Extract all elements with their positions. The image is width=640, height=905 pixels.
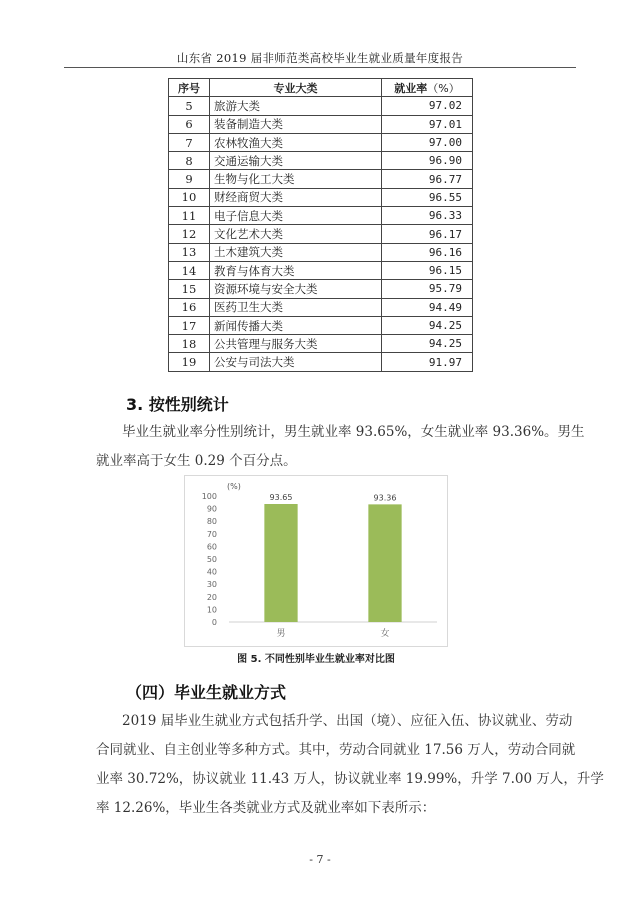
row-index: 9 xyxy=(169,170,210,188)
row-rate: 94.25 xyxy=(382,335,473,353)
paragraph-line: 2019 届毕业生就业方式包括升学、出国（境）、应征入伍、协议就业、劳动 xyxy=(122,713,573,729)
gender-chart-svg xyxy=(185,476,447,646)
table-row xyxy=(169,188,473,206)
table-row xyxy=(169,133,473,151)
row-major: 财经商贸大类 xyxy=(210,188,382,206)
row-major: 农林牧渔大类 xyxy=(210,133,382,151)
table-row xyxy=(169,115,473,133)
table-row xyxy=(169,298,473,316)
bar xyxy=(264,504,297,622)
y-tick-label: 80 xyxy=(206,517,217,527)
table-row xyxy=(169,207,473,225)
row-rate: 96.55 xyxy=(382,188,473,206)
row-index: 12 xyxy=(169,225,210,243)
major-employment-table xyxy=(168,78,473,372)
column-header-rate xyxy=(382,79,473,97)
y-tick-label: 30 xyxy=(206,580,217,590)
row-index: 10 xyxy=(169,188,210,206)
y-axis-unit-label: (%) xyxy=(227,482,241,491)
row-major: 新闻传播大类 xyxy=(210,316,382,334)
row-rate: 96.17 xyxy=(382,225,473,243)
row-rate: 97.00 xyxy=(382,133,473,151)
paragraph-line: 合同就业、自主创业等多种方式。其中，劳动合同就业 17.56 万人，劳动合同就 xyxy=(96,742,576,758)
rate-header-unit: （%） xyxy=(427,81,460,95)
row-major: 资源环境与安全大类 xyxy=(210,280,382,298)
row-major: 土木建筑大类 xyxy=(210,243,382,261)
data-label: 93.65 xyxy=(269,493,293,503)
row-index: 14 xyxy=(169,261,210,279)
row-rate: 91.97 xyxy=(382,353,473,371)
y-tick-label: 20 xyxy=(206,592,217,602)
chart-caption: 图 5. 不同性别毕业生就业率对比图 xyxy=(237,654,395,665)
table-row xyxy=(169,280,473,298)
row-index: 19 xyxy=(169,353,210,371)
row-rate: 94.25 xyxy=(382,316,473,334)
category-label: 女 xyxy=(380,629,390,639)
row-rate: 96.16 xyxy=(382,243,473,261)
paragraph-line: 业率 30.72%，协议就业 11.43 万人，协议就业率 19.99%，升学 7.00 万人，升学 xyxy=(96,771,604,787)
gender-paragraph xyxy=(96,418,585,476)
row-index: 16 xyxy=(169,298,210,316)
row-index: 11 xyxy=(169,207,210,225)
y-tick-label: 40 xyxy=(206,567,217,577)
row-index: 6 xyxy=(169,115,210,133)
row-index: 17 xyxy=(169,316,210,334)
row-rate: 95.79 xyxy=(382,280,473,298)
rate-header-label: 就业率 xyxy=(394,81,428,95)
section-heading-employment-method: （四）毕业生就业方式 xyxy=(126,683,287,702)
y-tick-label: 0 xyxy=(211,618,217,627)
table-row xyxy=(169,152,473,170)
section-heading-gender: 3. 按性别统计 xyxy=(126,395,229,414)
gender-rate-chart xyxy=(184,475,448,647)
row-rate: 97.02 xyxy=(382,97,473,115)
paragraph-line: 就业率高于女生 0.29 个百分点。 xyxy=(96,453,297,469)
y-tick-label: 50 xyxy=(206,555,217,564)
table-row xyxy=(169,261,473,279)
row-rate: 96.77 xyxy=(382,170,473,188)
row-rate: 96.15 xyxy=(382,261,473,279)
row-rate: 97.01 xyxy=(382,115,473,133)
row-major: 医药卫生大类 xyxy=(210,298,382,316)
row-major: 旅游大类 xyxy=(210,97,382,115)
employment-method-paragraph xyxy=(96,707,604,823)
table-row xyxy=(169,243,473,261)
row-major: 生物与化工大类 xyxy=(210,170,382,188)
row-major: 公共管理与服务大类 xyxy=(210,335,382,353)
row-index: 7 xyxy=(169,133,210,151)
row-major: 教育与体育大类 xyxy=(210,261,382,279)
row-index: 15 xyxy=(169,280,210,298)
table-row xyxy=(169,225,473,243)
y-tick-label: 10 xyxy=(206,605,217,615)
table-header-row xyxy=(169,79,473,97)
row-major: 电子信息大类 xyxy=(210,207,382,225)
row-index: 8 xyxy=(169,152,210,170)
category-label: 男 xyxy=(276,629,286,639)
row-index: 5 xyxy=(169,97,210,115)
row-rate: 96.33 xyxy=(382,207,473,225)
row-major: 交通运输大类 xyxy=(210,152,382,170)
paragraph-line: 毕业生就业率分性别统计，男生就业率 93.65%，女生就业率 93.36%。男生 xyxy=(122,424,585,440)
row-major: 装备制造大类 xyxy=(210,115,382,133)
table-row xyxy=(169,316,473,334)
row-index: 18 xyxy=(169,335,210,353)
table-row xyxy=(169,170,473,188)
table-row xyxy=(169,97,473,115)
header-divider xyxy=(64,67,576,68)
y-tick-label: 100 xyxy=(201,492,217,501)
y-tick-label: 60 xyxy=(206,542,217,552)
row-index: 13 xyxy=(169,243,210,261)
row-major: 公安与司法大类 xyxy=(210,353,382,371)
paragraph-line: 率 12.26%，毕业生各类就业方式及就业率如下表所示： xyxy=(96,800,436,816)
column-header-major: 专业大类 xyxy=(210,79,382,97)
bar xyxy=(368,504,401,622)
column-header-index: 序号 xyxy=(169,79,210,97)
row-rate: 96.90 xyxy=(382,152,473,170)
table-row xyxy=(169,335,473,353)
page-header: 山东省 2019 届非师范类高校毕业生就业质量年度报告 xyxy=(176,51,464,65)
page-number: - 7 - xyxy=(309,853,331,866)
row-rate: 94.49 xyxy=(382,298,473,316)
y-tick-label: 90 xyxy=(206,504,217,514)
y-tick-label: 70 xyxy=(206,529,217,539)
row-major: 文化艺术大类 xyxy=(210,225,382,243)
table-row xyxy=(169,353,473,371)
data-label: 93.36 xyxy=(373,493,397,503)
